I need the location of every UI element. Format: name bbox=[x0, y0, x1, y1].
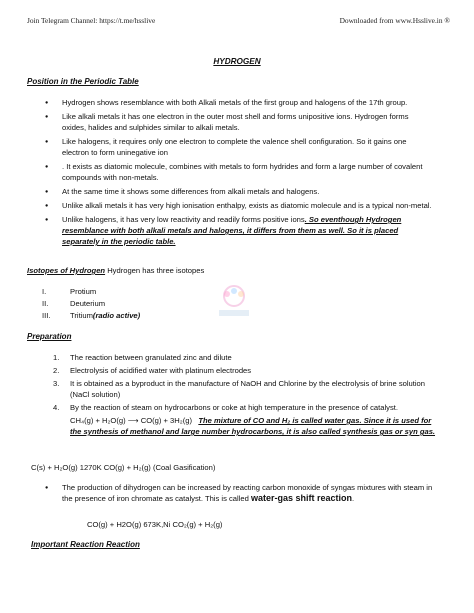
item-number: 1. bbox=[53, 353, 60, 362]
header-left: Join Telegram Channel: https://t.me/hsslive bbox=[27, 16, 156, 25]
list-item: ● Like alkali metals it has one electron in the outer most shell and forms unipositive ions. Hydrogen forms oxides, halides and sulphides similar to alkali metals. bbox=[62, 111, 434, 133]
equation-shift: CO(g) + H2O(g) 673K,Ni CO₂(g) + H₂(g) bbox=[87, 520, 223, 529]
reaction-name: water-gas shift reaction bbox=[250, 493, 352, 503]
item-number: III. bbox=[42, 311, 51, 320]
item-number: I. bbox=[42, 287, 47, 296]
list-item bbox=[53, 352, 438, 363]
equation-block bbox=[70, 415, 438, 437]
list-item bbox=[42, 299, 105, 308]
item-emphasis: (radio active) bbox=[92, 311, 141, 320]
list-item bbox=[53, 365, 438, 376]
item-number: II. bbox=[42, 299, 49, 308]
item-number: 2. bbox=[53, 366, 60, 375]
emphasis-text: . So eventhough Hydrogen resemblance with both alkali metals and halogens, it differs from them as well. So it is placed separately in the periodic table. bbox=[62, 215, 402, 246]
list-item: ● Hydrogen shows resemblance with both Alkali metals of the first group and halogens of the 17th group. bbox=[62, 97, 434, 108]
item-text: Tritium bbox=[70, 311, 93, 320]
item-text: Electrolysis of acidified water with platinum electrodes bbox=[70, 366, 252, 375]
list-item-text: Unlike halogens, it has very low reactivity and readily forms positive ions bbox=[62, 215, 305, 224]
item-text: Deuterium bbox=[70, 299, 106, 308]
item-number: 4. bbox=[53, 403, 60, 412]
list-item bbox=[42, 287, 96, 296]
list-item-text: The production of dihydrogen can be increased by reacting carbon monoxide of syngas mixtures with steam in the presence of iron chromate as catalyst. This is called bbox=[62, 483, 433, 503]
isotopes-line bbox=[27, 266, 204, 275]
list-item bbox=[42, 311, 140, 320]
section-heading-preparation: Preparation bbox=[27, 332, 72, 341]
item-text: By the reaction of steam on hydrocarbons or coke at high temperature in the presence of catalyst. bbox=[70, 403, 398, 412]
list-item bbox=[53, 378, 438, 400]
watermark-logo-icon bbox=[213, 283, 255, 319]
list-item bbox=[53, 402, 438, 437]
equation-coal-gasification: C(s) + H₂O(g) 1270K CO(g) + H₂(g) (Coal Gasification) bbox=[31, 463, 216, 472]
preparation-list bbox=[53, 352, 438, 439]
list-item: ● . It exists as diatomic molecule, combines with metals to form hydrides and form a large number of covalent compounds with non-metals. bbox=[62, 161, 434, 183]
item-number: 3. bbox=[53, 379, 60, 388]
water-gas-note: The mixture of CO and H₂ is called water gas. Since it is used for the synthesis of methanol and large number hydrocarbons, it is also called synthesis gas or syn gas. bbox=[70, 416, 436, 436]
equation-water-gas: CH₄(g) + H₂O(g) ⟶ CO(g) + 3H₂(g) bbox=[70, 416, 192, 425]
isotopes-intro: Hydrogen has three isotopes bbox=[107, 266, 205, 275]
shift-bullet-list bbox=[62, 482, 434, 507]
section-heading-position: Position in the Periodic Table bbox=[27, 77, 139, 86]
list-item: ● Like halogens, it requires only one electron to complete the valence shell configuration. So it gains one electron to form uninegative ion bbox=[62, 136, 434, 158]
item-text: It is obtained as a byproduct in the manufacture of NaOH and Chlorine by the electrolysis of brine solution (NaCl solution) bbox=[70, 379, 425, 399]
section-heading-important: Important Reaction Reaction bbox=[31, 540, 140, 549]
item-text: Protium bbox=[70, 287, 97, 296]
list-item bbox=[62, 482, 434, 504]
header-right: Downloaded from www.Hsslive.in ® bbox=[339, 16, 450, 25]
page-title: HYDROGEN bbox=[213, 57, 261, 66]
list-item bbox=[62, 214, 434, 247]
section-heading-isotopes: Isotopes of Hydrogen bbox=[27, 266, 106, 275]
sentence-end: . bbox=[352, 494, 355, 503]
item-text: The reaction between granulated zinc and dilute bbox=[70, 353, 232, 362]
list-item: ● Unlike alkali metals it has very high ionisation enthalpy, exists as diatomic molecule and is a typical non-metal. bbox=[62, 200, 434, 211]
list-item: ● At the same time it shows some differences from alkali metals and halogens. bbox=[62, 186, 434, 197]
position-bullet-list bbox=[62, 97, 434, 250]
